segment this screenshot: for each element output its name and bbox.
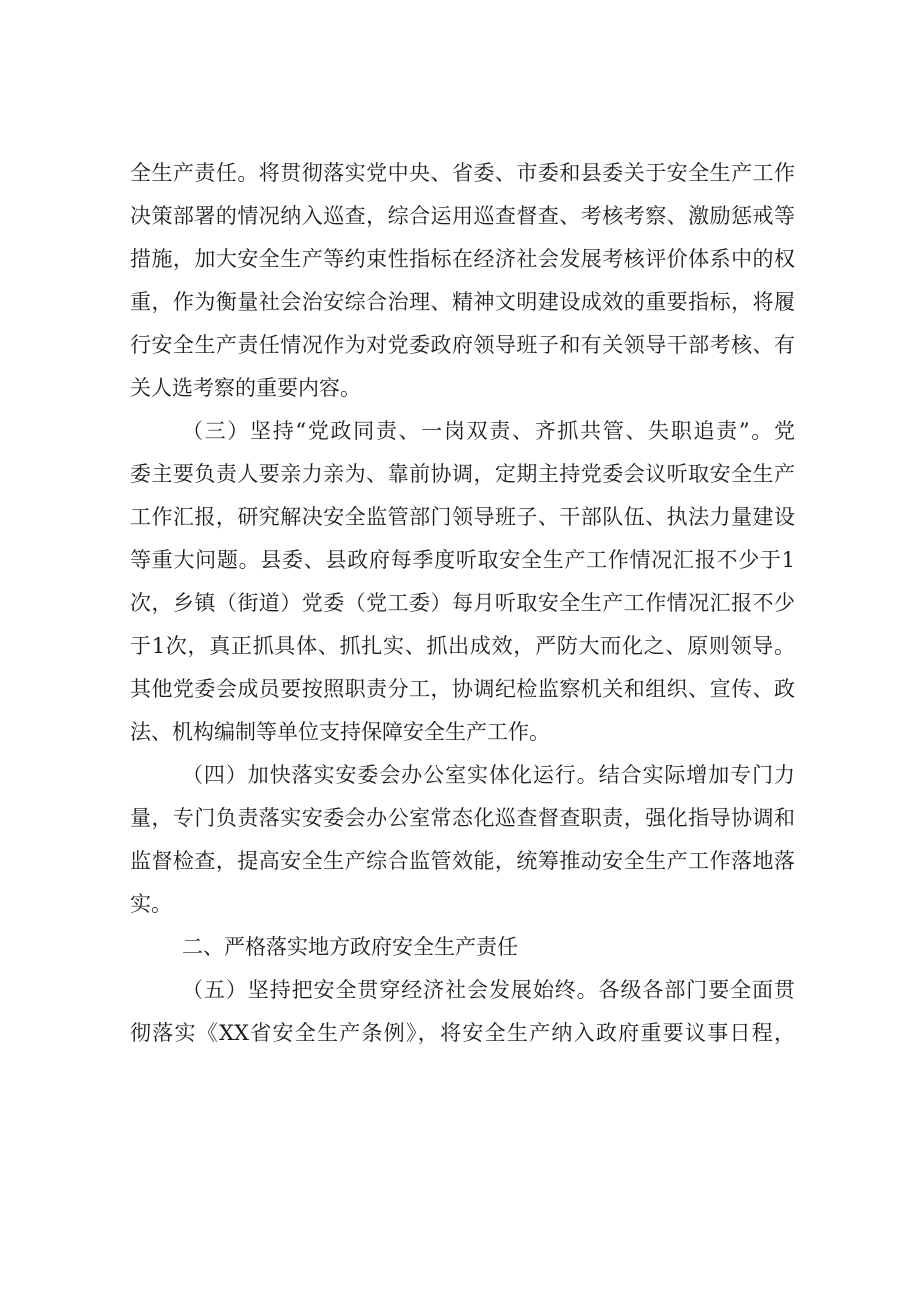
text-line: 其他党委会成员要按照职责分工，协调纪检监察机关和组织、宣传、政 (130, 677, 795, 701)
text-line: 委主要负责人要亲力亲为、靠前协调，定期主持党委会议听取安全生产 (130, 462, 795, 486)
text-line: 工作汇报，研究解决安全监管部门领导班子、干部队伍、执法力量建设 (130, 505, 795, 529)
text-line: 次，乡镇（街道）党委（党工委）每月听取安全生产工作情况汇报不少 (130, 591, 795, 615)
text-line: 实。 (130, 892, 172, 916)
text-line: 决策部署的情况纳入巡查，综合运用巡查督查、考核考察、激励惩戒等 (130, 204, 795, 228)
text-line: （四）加快落实安委会办公室实体化运行。结合实际增加专门力 (182, 763, 795, 787)
text-line: 二、严格落实地方政府安全生产责任 (182, 935, 518, 959)
text-line: 彻落实《XX省安全生产条例》，将安全生产纳入政府重要议事日程， (130, 1021, 795, 1045)
document-body (130, 156, 795, 1059)
text-line: （五）坚持把安全贯穿经济社会发展始终。各级各部门要全面贯 (182, 978, 795, 1002)
text-line: 关人选考察的重要内容。 (130, 376, 361, 400)
text-line: 全生产责任。将贯彻落实党中央、省委、市委和县委关于安全生产工作 (130, 161, 795, 185)
text-line: 行安全生产责任情况作为对党委政府领导班子和有关领导干部考核、有 (130, 333, 795, 357)
text-line: （三）坚持“党政同责、一岗双责、齐抓共管、失职追责”。党 (182, 419, 795, 443)
text-line: 重，作为衡量社会治安综合治理、精神文明建设成效的重要指标，将履 (130, 290, 795, 314)
text-line: 于1次，真正抓具体、抓扎实、抓出成效，严防大而化之、原则领导。 (130, 634, 795, 658)
text-line: 等重大问题。县委、县政府每季度听取安全生产工作情况汇报不少于1 (130, 548, 795, 572)
text-line: 量，专门负责落实安委会办公室常态化巡查督查职责，强化指导协调和 (130, 806, 795, 830)
text-line: 法、机构编制等单位支持保障安全生产工作。 (130, 720, 550, 744)
text-line: 监督检查，提高安全生产综合监管效能，统筹推动安全生产工作落地落 (130, 849, 795, 873)
text-line: 措施，加大安全生产等约束性指标在经济社会发展考核评价体系中的权 (130, 247, 795, 271)
